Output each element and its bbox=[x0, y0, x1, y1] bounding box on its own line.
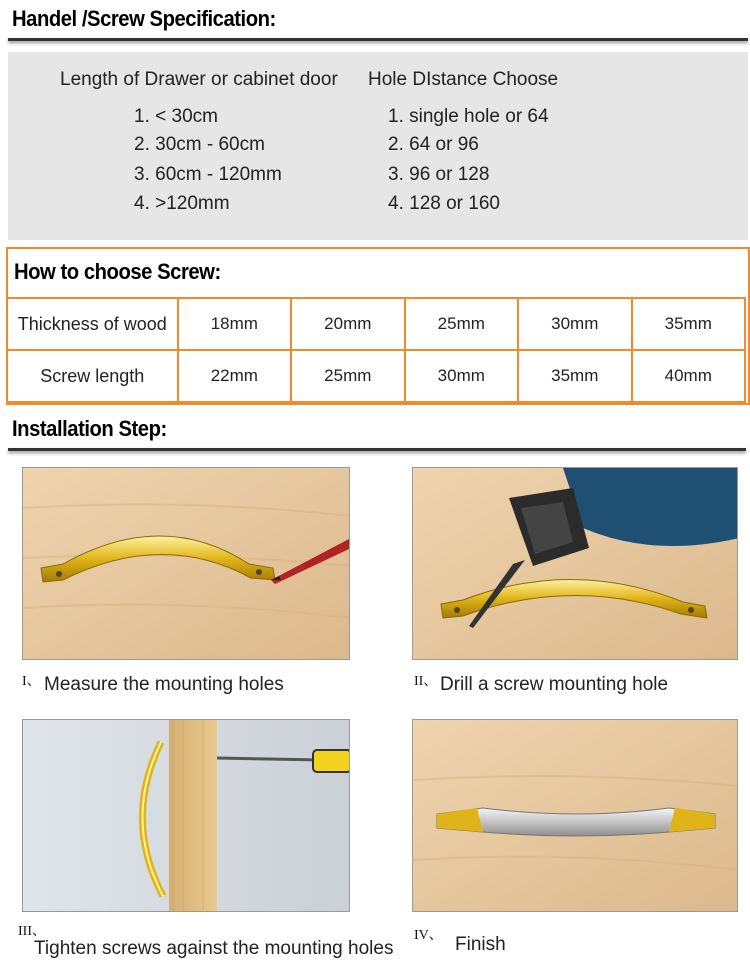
table-cell: 25mm bbox=[291, 350, 404, 402]
step-2-number: II、 bbox=[414, 674, 438, 689]
hole-item: 3. 96 or 128 bbox=[388, 164, 490, 185]
spec-heading: Handel /Screw Specification: bbox=[12, 6, 276, 31]
hole-distance-title: Hole DIstance Choose bbox=[368, 69, 559, 90]
step-1-number: I、 bbox=[22, 674, 41, 689]
table-cell: 22mm bbox=[178, 350, 291, 402]
hole-item: 1. single hole or 64 bbox=[388, 106, 549, 127]
table-cell: 25mm bbox=[405, 298, 518, 350]
step-1-photo bbox=[22, 467, 350, 660]
step-3-text: Tighten screws against the mounting holes bbox=[34, 938, 394, 959]
row-label: Screw length bbox=[7, 350, 178, 402]
install-heading-rule bbox=[8, 448, 746, 451]
step-2-text: Drill a screw mounting hole bbox=[440, 674, 669, 695]
table-cell: 35mm bbox=[632, 298, 746, 350]
step-1-text: Measure the mounting holes bbox=[44, 674, 284, 695]
screw-table bbox=[6, 297, 746, 403]
install-heading: Installation Step: bbox=[12, 416, 167, 441]
table-cell: 20mm bbox=[291, 298, 404, 350]
table-row bbox=[7, 298, 745, 350]
screw-heading: How to choose Screw: bbox=[14, 259, 221, 284]
hole-item: 2. 64 or 96 bbox=[388, 134, 479, 155]
step-4-photo bbox=[412, 719, 738, 912]
step-4-text: Finish bbox=[455, 934, 506, 955]
length-item: 4. >120mm bbox=[134, 193, 230, 214]
spec-panel bbox=[8, 52, 748, 240]
length-item: 1. < 30cm bbox=[134, 106, 218, 127]
row-label: Thickness of wood bbox=[7, 298, 178, 350]
table-cell: 35mm bbox=[518, 350, 631, 402]
length-item: 2. 30cm - 60cm bbox=[134, 134, 265, 155]
table-cell: 30mm bbox=[518, 298, 631, 350]
step-2-photo bbox=[412, 467, 738, 660]
length-item: 3. 60cm - 120mm bbox=[134, 164, 282, 185]
length-title: Length of Drawer or cabinet door bbox=[60, 69, 338, 90]
step-4-number: IV、 bbox=[414, 928, 443, 943]
step-3-number: III、 bbox=[18, 924, 46, 939]
table-row bbox=[7, 350, 745, 402]
step-3-photo bbox=[22, 719, 350, 912]
table-cell: 40mm bbox=[632, 350, 746, 402]
table-cell: 18mm bbox=[178, 298, 291, 350]
screw-section bbox=[6, 247, 750, 405]
table-cell: 30mm bbox=[405, 350, 518, 402]
spec-heading-rule bbox=[8, 38, 748, 41]
hole-item: 4. 128 or 160 bbox=[388, 193, 500, 214]
